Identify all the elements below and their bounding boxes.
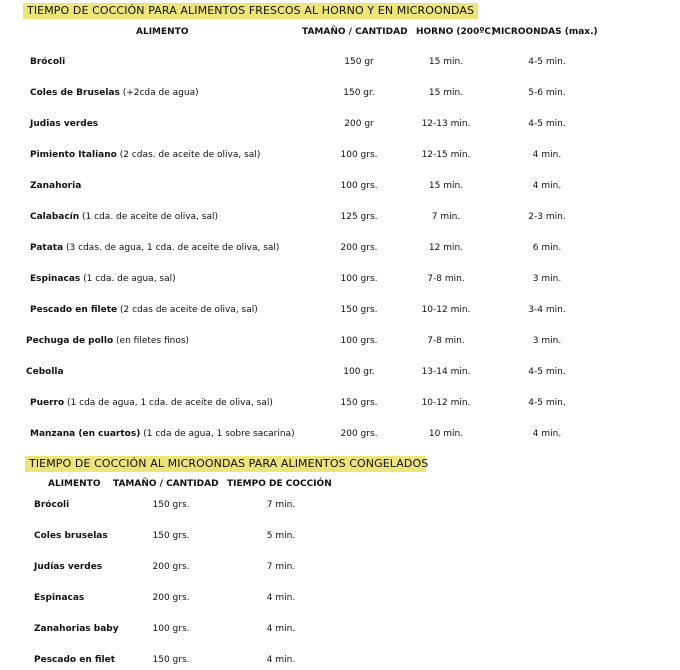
size-cell: 100 grs.: [340, 181, 378, 191]
micro-cell: 4-5 min.: [528, 398, 566, 408]
food-note: (1 cda de agua, 1 cda. de aceite de oliva, sal): [64, 398, 273, 408]
micro-cell: 4-5 min.: [528, 367, 566, 377]
time-cell: 7 min.: [266, 500, 296, 510]
time-cell: 4 min.: [266, 624, 296, 634]
oven-cell: 15 min.: [428, 88, 464, 98]
fresh-header-micro: MICROONDAS (max.): [492, 27, 598, 37]
oven-cell: 12-15 min.: [421, 150, 471, 160]
food-name: Pimiento Italiano: [30, 150, 117, 160]
food-name: Coles de Bruselas: [30, 88, 120, 98]
food-note: (en filetes finos): [113, 336, 190, 346]
food-note: (1 cda. de agua, sal): [80, 274, 176, 284]
micro-cell: 4 min.: [532, 150, 562, 160]
food-cell: [30, 212, 218, 222]
fresh-header-food: ALIMENTO: [136, 27, 189, 37]
food-cell: Zanahorias baby: [34, 624, 119, 634]
size-cell: 150 grs.: [152, 531, 190, 541]
micro-cell: 3 min.: [532, 274, 562, 284]
oven-cell: 7-8 min.: [427, 274, 465, 284]
food-name: Pechuga de pollo: [26, 336, 114, 346]
oven-cell: 13-14 min.: [421, 367, 471, 377]
size-cell: 150 gr.: [343, 88, 375, 98]
size-cell: 125 grs.: [340, 212, 378, 222]
food-name: Espinacas: [30, 274, 81, 284]
oven-cell: 15 min.: [428, 57, 464, 67]
food-name: Puerro: [30, 398, 65, 408]
food-cell: [30, 150, 260, 160]
food-cell: [26, 367, 64, 377]
food-cell: Coles bruselas: [34, 531, 108, 541]
micro-cell: 3 min.: [532, 336, 562, 346]
food-cell: [30, 57, 65, 67]
food-name: Brócoli: [30, 57, 66, 67]
size-cell: 200 grs.: [340, 243, 378, 253]
micro-cell: 4 min.: [532, 429, 562, 439]
oven-cell: 12-13 min.: [421, 119, 471, 129]
size-cell: 150 grs.: [152, 500, 190, 510]
food-note: (1 cda de agua, 1 sobre sacarina): [140, 429, 295, 439]
oven-cell: 7-8 min.: [427, 336, 465, 346]
size-cell: 100 gr.: [343, 367, 375, 377]
fresh-header-oven: HORNO (200ºC): [416, 27, 496, 37]
food-cell: [30, 243, 279, 253]
food-name: Cebolla: [26, 367, 64, 377]
size-cell: 100 grs.: [340, 336, 378, 346]
food-note: (+2cda de agua): [119, 88, 199, 98]
food-cell: [30, 274, 176, 284]
oven-cell: 10 min.: [428, 429, 464, 439]
frozen-header-size: TAMAÑO / CANTIDAD: [113, 479, 219, 489]
food-cell: Espinacas: [34, 593, 85, 603]
food-cell: [30, 398, 273, 408]
oven-cell: 15 min.: [428, 181, 464, 191]
frozen-table-title: TIEMPO DE COCCIÓN AL MICROONDAS PARA ALIMENTOS CONGELADOS: [25, 456, 426, 472]
food-name: Judias verdes: [30, 119, 99, 129]
food-cell: [30, 88, 199, 98]
food-name: Patata: [30, 243, 64, 253]
oven-cell: 10-12 min.: [421, 398, 471, 408]
food-cell: [30, 429, 295, 439]
oven-cell: 10-12 min.: [421, 305, 471, 315]
food-cell: Brócoli: [34, 500, 70, 510]
time-cell: 5 min.: [266, 531, 296, 541]
size-cell: 200 gr: [344, 119, 374, 129]
food-name: Zanahoria: [30, 181, 82, 191]
size-cell: 100 grs.: [152, 624, 190, 634]
frozen-header-food: ALIMENTO: [48, 479, 101, 489]
micro-cell: 5-6 min.: [528, 88, 566, 98]
fresh-header-size: TAMAÑO / CANTIDAD: [302, 27, 408, 37]
size-cell: 150 grs.: [152, 655, 190, 665]
time-cell: 4 min.: [266, 655, 296, 665]
size-cell: 150 gr: [344, 57, 374, 67]
fresh-table-title: TIEMPO DE COCCIÓN PARA ALIMENTOS FRESCOS AL HORNO Y EN MICROONDAS: [23, 3, 478, 19]
food-note: (2 cdas. de aceite de oliva, sal): [116, 150, 261, 160]
size-cell: 200 grs.: [340, 429, 378, 439]
micro-cell: 4 min.: [532, 181, 562, 191]
size-cell: 200 grs.: [152, 593, 190, 603]
micro-cell: 2-3 min.: [528, 212, 566, 222]
micro-cell: 6 min.: [532, 243, 562, 253]
food-cell: Pescado en filet: [34, 655, 116, 665]
size-cell: 100 grs.: [340, 274, 378, 284]
time-cell: 4 min.: [266, 593, 296, 603]
food-note: (3 cdas. de agua, 1 cda. de aceite de oliva, sal): [63, 243, 280, 253]
food-note: (1 cda. de aceite de oliva, sal): [79, 212, 218, 222]
size-cell: 100 grs.: [340, 150, 378, 160]
micro-cell: 4-5 min.: [528, 57, 566, 67]
food-cell: [30, 305, 258, 315]
size-cell: 150 grs.: [340, 305, 378, 315]
micro-cell: 4-5 min.: [528, 119, 566, 129]
time-cell: 7 min.: [266, 562, 296, 572]
size-cell: 150 grs.: [340, 398, 378, 408]
food-cell: Judías verdes: [34, 562, 103, 572]
frozen-header-time: TIEMPO DE COCCIÓN: [227, 479, 332, 489]
food-name: Pescado en filete: [30, 305, 118, 315]
food-cell: [30, 119, 98, 129]
size-cell: 200 grs.: [152, 562, 190, 572]
food-name: Manzana (en cuartos): [30, 429, 141, 439]
food-cell: [30, 181, 81, 191]
food-cell: [26, 336, 189, 346]
oven-cell: 12 min.: [428, 243, 464, 253]
oven-cell: 7 min.: [431, 212, 461, 222]
micro-cell: 3-4 min.: [528, 305, 566, 315]
food-note: (2 cdas de aceite de oliva, sal): [117, 305, 258, 315]
food-name: Calabacín: [30, 212, 80, 222]
